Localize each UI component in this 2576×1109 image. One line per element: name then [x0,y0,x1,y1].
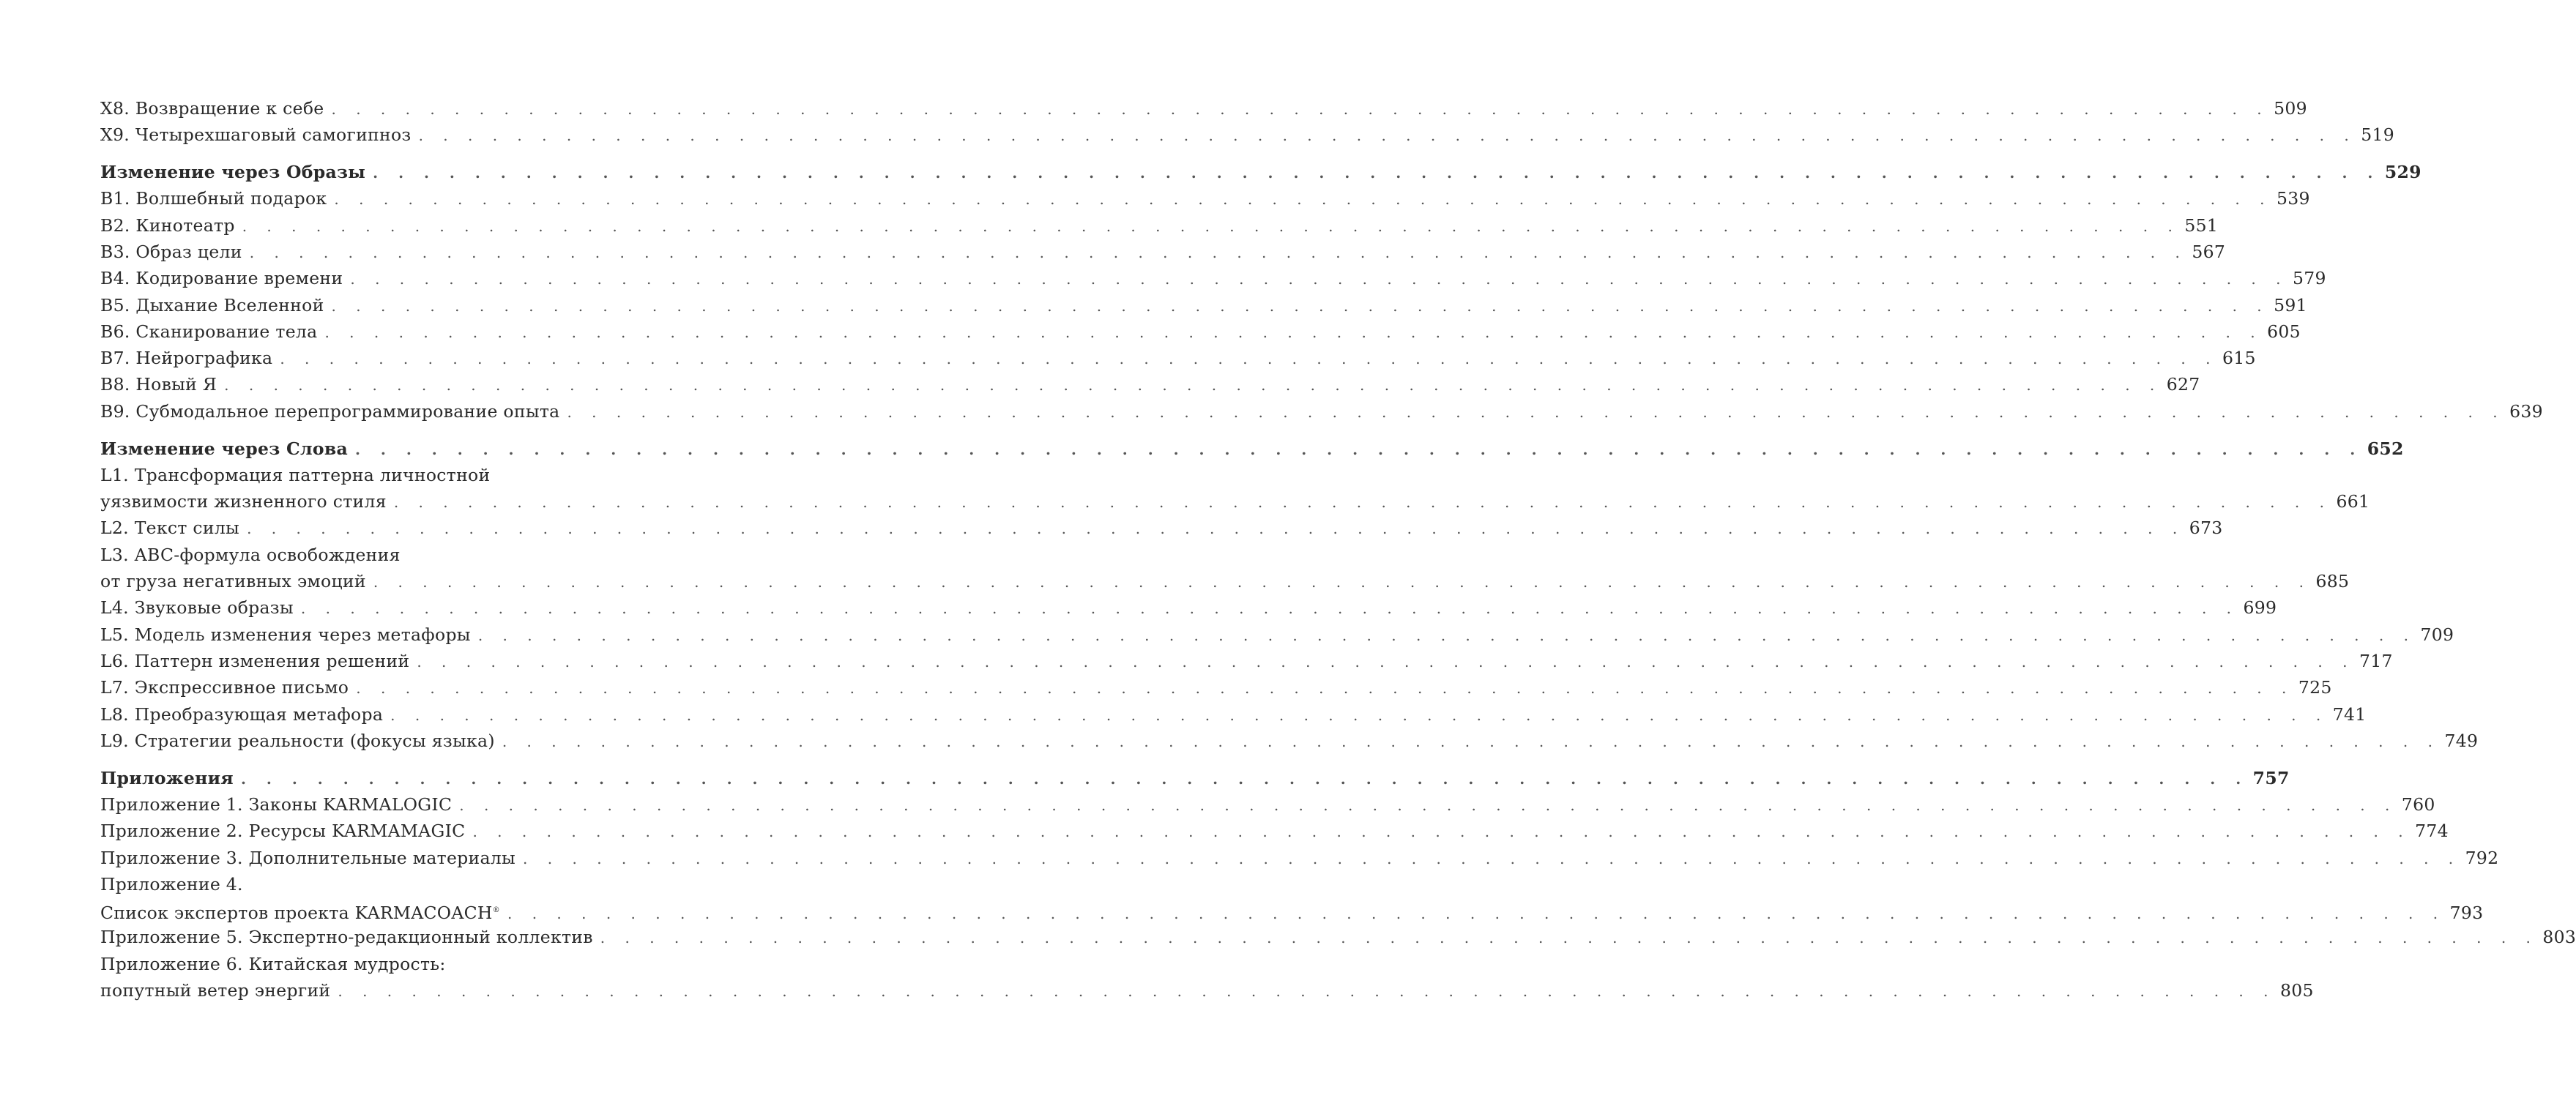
dot-leader [356,675,2294,701]
toc-section-page: 652 [2367,438,2404,459]
toc-entry-page: 673 [2189,518,2223,539]
toc-entry-app4[interactable] [100,897,2484,924]
registered-mark: ® [492,906,500,915]
toc-entry-b7[interactable] [100,345,2256,371]
toc-section-title: Приложения [100,767,234,788]
toc-entry-page: 551 [2184,214,2219,236]
toc-entry-title: B9. Субмодальное перепрограммирование опыта [100,400,560,422]
dot-leader [394,489,2332,515]
toc-entry-title: B1. Волшебный подарок [100,188,327,209]
dot-leader [224,372,2162,398]
toc-entry-b3[interactable] [100,239,2226,265]
toc-entry-app6[interactable] [100,977,2314,1004]
toc-entry-page: 509 [2274,98,2307,119]
toc-entry-page: 709 [2420,624,2454,645]
toc-entry-title: L4. Звуковые образы [100,597,294,619]
toc-section-images[interactable] [100,159,2421,185]
toc-entry-page: 591 [2274,294,2307,315]
toc-entry-l1[interactable] [100,488,2370,515]
toc-entry-l1-line1[interactable]: L1. Трансформация паттерна личностной [100,464,491,485]
toc-entry-page: 605 [2267,321,2301,342]
toc-entry-title: B2. Кинотеатр [100,214,235,236]
toc-entry-l8[interactable] [100,701,2367,728]
toc-entry-x9[interactable] [100,122,2394,148]
dot-leader [502,728,2441,755]
toc-entry-b1[interactable] [100,185,2310,212]
dot-leader [417,649,2355,675]
toc-entry-title: Приложение 3. Дополнительные материалы [100,847,516,868]
toc-entry-page: 760 [2401,794,2435,815]
dot-leader [280,346,2218,372]
dot-leader [338,978,2276,1004]
toc-entry-title: B4. Кодирование времени [100,268,343,289]
dot-leader [350,266,2288,292]
toc-entry-page: 615 [2222,348,2256,369]
toc-entry-page: 567 [2192,241,2226,262]
dot-leader [332,293,2270,319]
toc-entry-title: L8. Преобразующая метафора [100,703,384,725]
toc-entry-title: B5. Дыхание Вселенной [100,294,324,315]
toc-entry-page: 699 [2243,597,2277,619]
dot-leader [373,160,2380,186]
toc-entry-title: уязвимости жизненного стиля [100,491,387,512]
toc-entry-l6[interactable] [100,648,2393,674]
toc-entry-page: 661 [2336,491,2370,512]
toc-entry-page: 805 [2280,980,2314,1001]
toc-entry-title: L6. Паттерн изменения решений [100,650,410,671]
toc-entry-title: Приложение 5. Экспертно-редакционный коллектив [100,927,593,948]
dot-leader [331,96,2269,122]
toc-entry-page: 749 [2444,730,2479,751]
toc-entry-title: попутный ветер энергий [100,980,331,1001]
table-of-contents [100,95,2576,1004]
toc-entry-b2[interactable] [100,212,2219,239]
toc-entry-title-text: Список экспертов проекта KARMACOACH [100,902,493,923]
toc-entry-page: 639 [2509,400,2543,422]
dot-leader [567,399,2505,425]
toc-entry-app1[interactable] [100,791,2435,818]
dot-leader [507,900,2446,927]
dot-leader [250,239,2188,266]
toc-entry-page: 539 [2277,188,2310,209]
toc-entry-page: 579 [2292,268,2326,289]
toc-entry-l5[interactable] [100,621,2454,648]
toc-entry-page: 725 [2298,677,2332,698]
dot-leader [523,845,2461,872]
toc-entry-page: 519 [2361,124,2394,146]
dot-leader [373,569,2312,595]
toc-entry-title: B8. Новый Я [100,374,217,395]
toc-entry-title: B3. Образ цели [100,241,242,262]
toc-entry-app5[interactable] [100,924,2576,950]
dot-leader [419,122,2357,149]
dot-leader [301,595,2239,621]
toc-entry-title: X8. Возвращение к себе [100,98,324,119]
toc-entry-page: 741 [2332,703,2367,725]
toc-entry-l9[interactable] [100,728,2479,754]
toc-entry-b9[interactable] [100,398,2543,425]
dot-leader [355,436,2363,463]
dot-leader [241,766,2249,792]
toc-entry-l3-line1[interactable]: L3. ABC-формула освобождения [100,544,401,565]
dot-leader [459,792,2397,818]
toc-entry-page: 627 [2166,374,2200,395]
toc-entry-l3[interactable] [100,568,2350,594]
toc-entry-app2[interactable] [100,818,2449,844]
toc-section-title: Изменение через Образы [100,162,366,183]
toc-entry-title [100,897,500,926]
toc-entry-l2[interactable] [100,515,2223,541]
toc-entry-app4-line1[interactable]: Приложение 4. [100,873,243,895]
toc-section-page: 529 [2384,162,2421,183]
dot-leader [472,818,2411,845]
toc-entry-title: от груза негативных эмоций [100,571,366,592]
toc-entry-page: 717 [2359,650,2393,671]
toc-entry-b6[interactable] [100,318,2301,345]
dot-leader [247,515,2185,542]
toc-entry-page: 792 [2465,847,2499,868]
toc-section-words[interactable] [100,436,2404,462]
dot-leader [478,622,2416,649]
dot-leader [600,925,2539,951]
dot-leader [324,319,2263,346]
toc-entry-title: B6. Сканирование тела [100,321,318,342]
dot-leader [390,702,2329,728]
toc-entry-title: B7. Нейрографика [100,348,273,369]
toc-entry-l4[interactable] [100,594,2277,621]
dot-leader [242,213,2181,239]
toc-entry-b5[interactable] [100,292,2307,318]
toc-entry-title: L9. Стратегии реальности (фокусы языка) [100,730,495,751]
toc-entry-l7[interactable] [100,674,2332,701]
toc-entry-page: 793 [2449,902,2484,923]
toc-entry-page: 803 [2542,927,2576,948]
toc-entry-app3[interactable] [100,845,2499,871]
toc-section-page: 757 [2252,767,2290,788]
toc-entry-page: 685 [2315,571,2350,592]
toc-entry-title: L2. Текст силы [100,518,240,539]
toc-entry-title: L7. Экспрессивное письмо [100,677,349,698]
toc-section-title: Изменение через Слова [100,438,348,459]
toc-entry-page: 774 [2415,821,2449,842]
toc-entry-b8[interactable] [100,371,2200,397]
toc-entry-x8[interactable] [100,95,2307,122]
toc-entry-title: L5. Модель изменения через метафоры [100,624,471,645]
toc-section-appendix[interactable] [100,765,2290,791]
toc-entry-b4[interactable] [100,265,2326,291]
toc-entry-title: X9. Четырехшаговый самогипноз [100,124,412,146]
toc-entry-app6-line1[interactable]: Приложение 6. Китайская мудрость: [100,953,446,974]
toc-entry-title: Приложение 2. Ресурсы KARMAMAGIC [100,821,466,842]
dot-leader [334,186,2272,212]
toc-entry-title: Приложение 1. Законы KARMALOGIC [100,794,453,815]
